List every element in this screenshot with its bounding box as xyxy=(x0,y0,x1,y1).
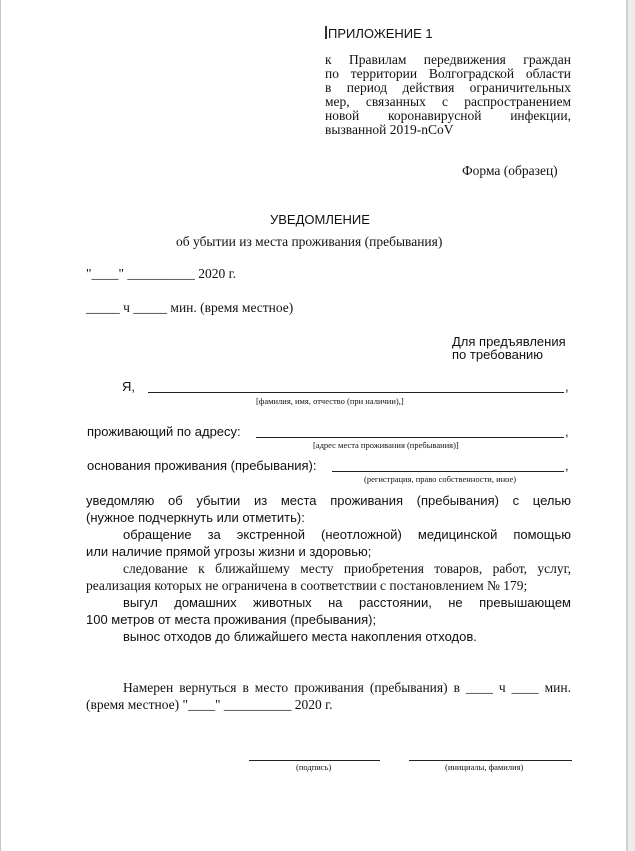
appendix-title: ПРИЛОЖЕНИЕ 1 xyxy=(328,26,433,41)
basis-caption: (регистрация, право собственности, иное) xyxy=(364,474,517,484)
form-note: Форма (образец) xyxy=(462,163,558,178)
appendix-line: новой коронавирусной инфекции, xyxy=(325,108,571,123)
name-comma: , xyxy=(565,379,569,394)
purpose-item-pets: выгул домашних животных на расстоянии, не превышающем xyxy=(123,595,571,610)
appendix-line: по территории Волгоградской области xyxy=(325,66,571,81)
date-line: "____" __________ 2020 г. xyxy=(86,266,237,281)
initials-underline xyxy=(409,760,572,761)
presentation-note: Для предъявления xyxy=(452,334,566,349)
address-prefix: проживающий по адресу: xyxy=(87,424,241,439)
document-title: УВЕДОМЛЕНИЕ xyxy=(270,212,370,227)
appendix-line: к Правилам передвижения граждан xyxy=(325,52,571,67)
return-line: Намерен вернуться в место проживания (пребывания) в ____ ч ____ мин. xyxy=(123,680,571,695)
address-underline xyxy=(256,437,564,438)
text-cursor xyxy=(325,26,327,39)
basis-prefix: основания проживания (пребывания): xyxy=(87,458,317,473)
presentation-note: по требованию xyxy=(452,347,544,362)
purpose-item-shopping: следование к ближайшему месту приобретения товаров, работ, услуг, xyxy=(123,561,571,576)
appendix-line: мер, связанных с распространением xyxy=(325,94,571,109)
page-shadow xyxy=(628,0,635,851)
address-comma: , xyxy=(565,424,569,439)
return-line: (время местное) "____" __________ 2020 г. xyxy=(86,697,333,712)
signature-underline xyxy=(249,760,380,761)
signature-caption: (подпись) xyxy=(296,762,332,772)
purpose-item-medical: обращение за экстренной (неотложной) медицинской помощью xyxy=(123,527,571,542)
page-left-border xyxy=(0,0,1,851)
name-underline xyxy=(148,392,564,393)
purpose-item-shopping-cont: реализация которых не ограничена в соответствии с постановлением № 179; xyxy=(86,578,528,593)
basis-underline xyxy=(332,471,564,472)
appendix-line: в период действия ограничительных xyxy=(325,80,571,95)
address-caption: [адрес места проживания (пребывания)] xyxy=(313,440,459,450)
name-prefix: Я, xyxy=(122,379,135,394)
name-caption: [фамилия, имя, отчество (при наличии),] xyxy=(256,396,404,406)
document-subtitle: об убытии из места проживания (пребывания) xyxy=(176,234,443,249)
purpose-item-waste: вынос отходов до ближайшего места накопления отходов. xyxy=(123,629,477,644)
purpose-item-pets-cont: 100 метров от места проживания (пребывания); xyxy=(86,612,377,627)
intro-line: уведомляю об убытии из места проживания (пребывания) с целью xyxy=(86,493,571,508)
appendix-line: вызванной 2019-nCoV xyxy=(325,122,454,137)
basis-comma: , xyxy=(565,458,569,473)
intro-line: (нужное подчеркнуть или отметить): xyxy=(86,510,305,525)
purpose-item-medical-cont: или наличие прямой угрозы жизни и здоровью; xyxy=(86,544,372,559)
initials-caption: (инициалы, фамилия) xyxy=(445,762,524,772)
time-line: _____ ч _____ мин. (время местное) xyxy=(86,300,294,315)
